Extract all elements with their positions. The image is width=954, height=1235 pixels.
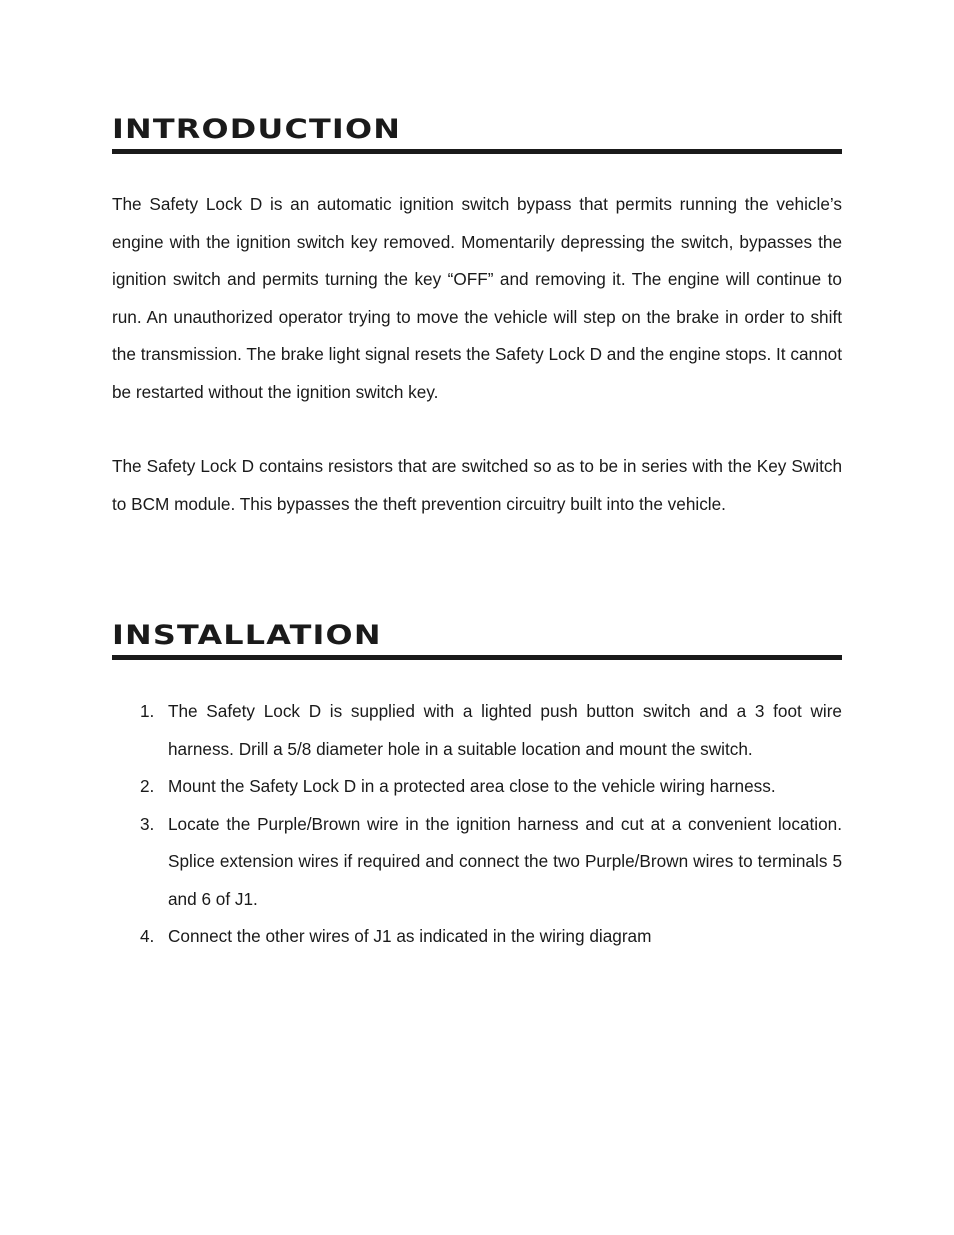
step-number: 2. (140, 776, 155, 796)
installation-steps-list (112, 693, 842, 956)
step-text: Mount the Safety Lock D in a protected area close to the vehicle wiring harness. (168, 776, 776, 796)
installation-step-1 (112, 693, 842, 768)
installation-section (112, 620, 842, 660)
installation-step-4 (112, 918, 842, 956)
installation-step-3 (112, 806, 842, 919)
introduction-section (112, 114, 842, 154)
installation-heading: INSTALLATION (112, 620, 382, 651)
step-number: 3. (140, 813, 155, 834)
introduction-paragraph-2: The Safety Lock D contains resistors that are switched so as to be in series with the Key Switch to BCM module. This bypasses the theft prevention circuitry built into the vehicle. (112, 456, 842, 514)
introduction-heading: INTRODUCTION (112, 114, 402, 145)
step-number: 1. (140, 701, 155, 721)
installation-step-2 (112, 768, 842, 806)
installation-heading-rule (112, 655, 842, 660)
introduction-paragraph-1: The Safety Lock D is an automatic ignition switch bypass that permits running the vehicle’s engine with the ignition switch key removed. Momentarily depressing the switch, bypasses the ignition switch and permits turning the key “OFF” and removing it. The engine will continue to run. An unauthorized operator trying to move the vehicle will step on the brake in order to shift the transmission. The brake light signal resets the Safety Lock D and the engine stops. It cannot be restarted without the ignition switch key. (112, 194, 842, 402)
introduction-heading-rule (112, 149, 842, 154)
step-text: Connect the other wires of J1 as indicated in the wiring diagram (168, 926, 652, 946)
step-number: 4. (140, 926, 155, 946)
step-text: Locate the Purple/Brown wire in the ignition harness and cut at a convenient location. Splice extension wires if required and connect the two Purple/Brown wires to terminals 5 and 6 of J1. (168, 813, 842, 909)
step-text: The Safety Lock D is supplied with a lighted push button switch and a 3 foot wire harness. Drill a 5/8 diameter hole in a suitable location and mount the switch. (168, 701, 842, 759)
